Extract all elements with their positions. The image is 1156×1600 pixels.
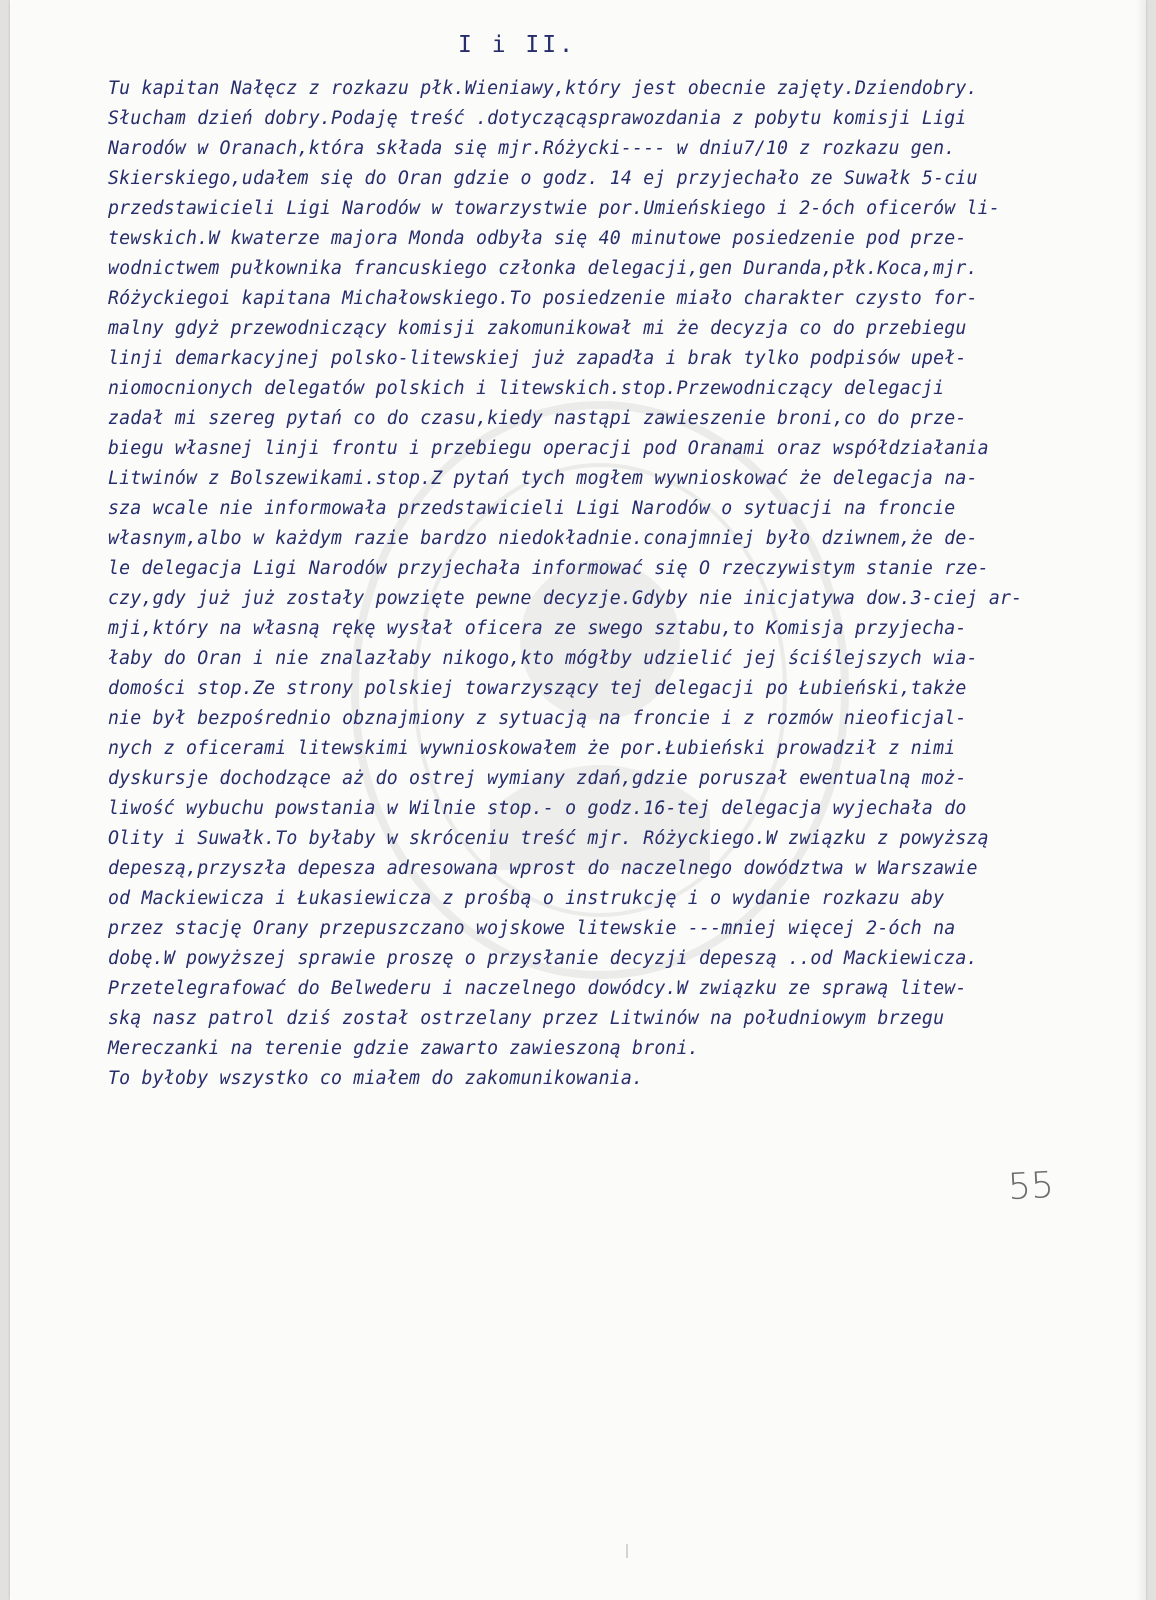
text-line: zadał mi szereg pytań co do czasu,kiedy nastąpi zawieszenie broni,co do prze- (108, 408, 967, 429)
text-line: sza wcale nie informowała przedstawicieli Ligi Narodów o sytuacji na froncie (108, 498, 956, 519)
page-number: 55 (1006, 1164, 1055, 1209)
text-line: własnym,albo w każdym razie bardzo niedokładnie.conajmniej było dziwnem,że de- (108, 528, 978, 549)
text-line: tewskich.W kwaterze majora Monda odbyła się 40 minutowe posiedzenie pod prze- (108, 228, 967, 249)
text-line: linji demarkacyjnej polsko-litewskiej już zapadła i brak tylko podpisów upeł- (108, 348, 967, 369)
text-line: Przetelegrafować do Belwederu i naczelnego dowódcy.W związku ze sprawą litew- (108, 978, 967, 999)
text-line: dyskursje dochodzące aż do ostrej wymiany zdań,gdzie poruszał ewentualną moż- (108, 768, 967, 789)
text-line: Mereczanki na terenie gdzie zawarto zawieszoną broni. (108, 1038, 699, 1059)
text-line: Narodów w Oranach,która składa się mjr.Różycki---- w dniu7/10 z rozkazu gen. (108, 138, 956, 159)
text-line: malny gdyż przewodniczący komisji zakomunikował mi że decyzja co do przebiegu (108, 318, 967, 339)
text-line: wodnictwem pułkownika francuskiego członka delegacji,gen Duranda,płk.Koca,mjr. (108, 258, 978, 279)
text-line: domości stop.Ze strony polskiej towarzyszący tej delegacji po Łubieński,także (108, 678, 967, 699)
page-header: I i II. (458, 32, 576, 58)
text-line: Litwinów z Bolszewikami.stop.Z pytań tych mogłem wywnioskować że delegacja na- (108, 468, 978, 489)
text-line: przez stację Orany przepuszczano wojskowe litewskie ---mniej więcej 2-óch na (108, 918, 956, 939)
document-page (10, 0, 1146, 1600)
text-line: Tu kapitan Nałęcz z rozkazu płk.Wieniawy,który jest obecnie zajęty.Dziendobry. (108, 78, 978, 99)
text-line: Różyckiegoi kapitana Michałowskiego.To posiedzenie miało charakter czysto for- (108, 288, 978, 309)
text-line: łaby do Oran i nie znalazłaby nikogo,kto mógłby udzielić jej ściślejszych wia- (108, 648, 978, 669)
text-line: biegu własnej linji frontu i przebiegu operacji pod Oranami oraz współdziałania (108, 438, 989, 459)
text-line: od Mackiewicza i Łukasiewicza z prośbą o instrukcję i o wydanie rozkazu aby (108, 888, 945, 909)
text-line: Skierskiego,udałem się do Oran gdzie o godz. 14 ej przyjechało ze Suwałk 5-ciu (108, 168, 978, 189)
text-line: Olity i Suwałk.To byłaby w skróceniu treść mjr. Różyckiego.W związku z powyższą (108, 828, 989, 849)
paper-mark (626, 1544, 628, 1558)
text-line: niomocnionych delegatów polskich i litewskich.stop.Przewodniczący delegacji (108, 378, 945, 399)
document-body (108, 74, 1068, 1094)
text-line: liwość wybuchu powstania w Wilnie stop.- o godz.16-tej delegacja wyjechała do (108, 798, 967, 819)
text-line: depeszą,przyszła depesza adresowana wprost do naczelnego dowództwa w Warszawie (108, 858, 978, 879)
text-line: Słucham dzień dobry.Podaję treść .dotyczącąsprawozdania z pobytu komisji Ligi (108, 108, 967, 129)
text-line: mji,który na własną rękę wysłał oficera ze swego sztabu,to Komisja przyjecha- (108, 618, 967, 639)
text-line: nie był bezpośrednio obznajmiony z sytuacją na froncie i z rozmów nieoficjal- (108, 708, 967, 729)
text-line: dobę.W powyższej sprawie proszę o przysłanie decyzji depeszą ..od Mackiewicza. (108, 948, 978, 969)
text-line: le delegacja Ligi Narodów przyjechała informować się O rzeczywistym stanie rze- (108, 558, 989, 579)
text-line: To byłoby wszystko co miałem do zakomunikowania. (108, 1068, 644, 1089)
text-line: ską nasz patrol dziś został ostrzelany przez Litwinów na południowym brzegu (108, 1008, 945, 1029)
text-line: czy,gdy już już zostały powzięte pewne decyzje.Gdyby nie inicjatywa dow.3-ciej ar- (108, 588, 1023, 609)
text-line: nych z oficerami litewskimi wywnioskowałem że por.Łubieński prowadził z nimi (108, 738, 956, 759)
text-line: przedstawicieli Ligi Narodów w towarzystwie por.Umieńskiego i 2-óch oficerów li- (108, 198, 1000, 219)
